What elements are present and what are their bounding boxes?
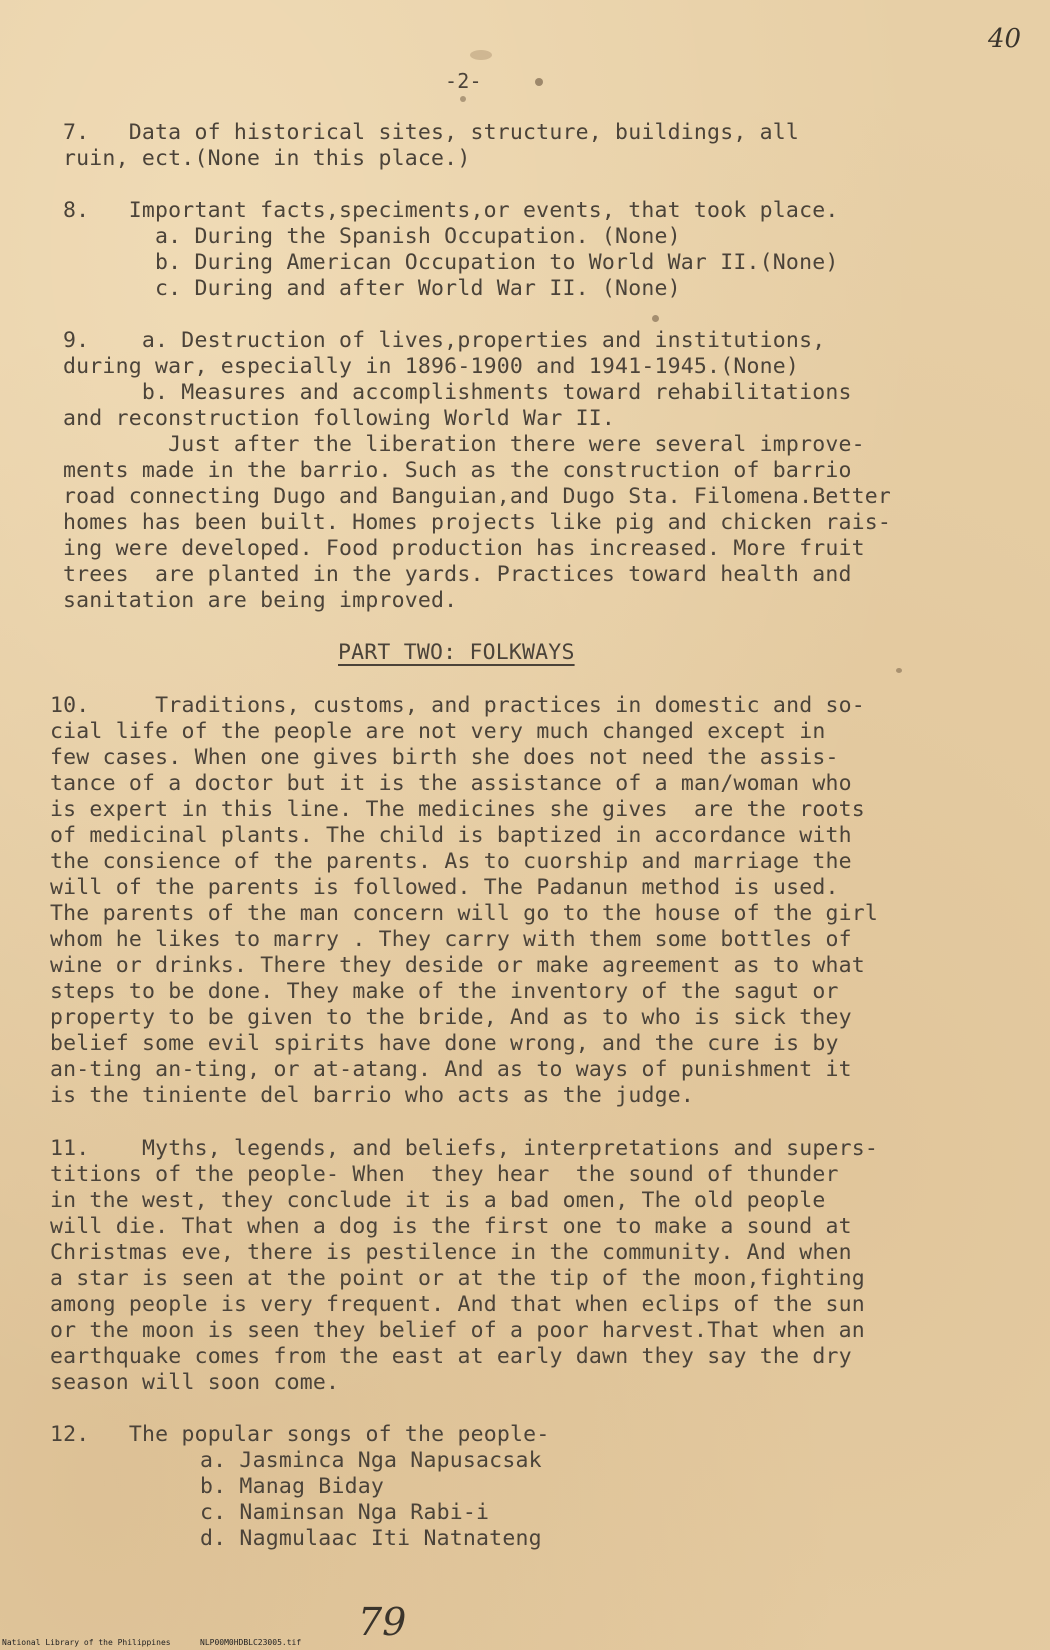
- song-item: c. Naminsan Nga Rabi-i: [200, 1500, 490, 1525]
- item-10-line-2: cial life of the people are not very much changed except in: [50, 719, 826, 744]
- ink-smudge: [535, 78, 543, 86]
- item-9-line-3: b. Measures and accomplishments toward rehabilitations: [63, 380, 852, 405]
- ink-smudge: [652, 315, 659, 322]
- ink-smudge: [470, 50, 492, 60]
- item-11-line-1: 11. Myths, legends, and beliefs, interpretations and supers-: [50, 1136, 879, 1161]
- item-10-line-8: will of the parents is followed. The Padanun method is used.: [50, 875, 839, 900]
- page-marker: -2-: [445, 69, 482, 93]
- item-10-line-11: wine or drinks. There they deside or make agreement as to what: [50, 953, 865, 978]
- corner-mark: 40: [988, 24, 1022, 54]
- item-11-line-6: a star is seen at the point or at the tip of the moon,fighting: [50, 1266, 865, 1291]
- item-10-line-10: whom he likes to marry . They carry with them some bottles of: [50, 927, 852, 952]
- song-item: b. Manag Biday: [200, 1474, 385, 1499]
- handwritten-page-number: 79: [358, 1600, 407, 1644]
- song-item: d. Nagmulaac Iti Natnateng: [200, 1526, 542, 1551]
- item-10-line-6: of medicinal plants. The child is baptized in accordance with: [50, 823, 852, 848]
- item-11-line-5: Christmas eve, there is pestilence in the community. And when: [50, 1240, 852, 1265]
- item-10-line-7: the consience of the parents. As to cuorship and marriage the: [50, 849, 852, 874]
- item-10-line-12: steps to be done. They make of the inventory of the sagut or: [50, 979, 839, 1004]
- item-9-line-4: and reconstruction following World War II.: [63, 406, 616, 431]
- item-9-line-2: during war, especially in 1896-1900 and 1941-1945.(None): [63, 354, 800, 379]
- item-11-line-10: season will soon come.: [50, 1370, 340, 1395]
- item-9-line-7: road connecting Dugo and Banguian,and Dugo Sta. Filomena.Better: [63, 484, 892, 509]
- item-9-line-9: ing were developed. Food production has increased. More fruit: [63, 536, 865, 561]
- item-8-line-1: 8. Important facts,speciments,or events, that took place.: [63, 198, 839, 223]
- item-9-line-10: trees are planted in the yards. Practices toward health and: [63, 562, 852, 587]
- item-9-line-1: 9. a. Destruction of lives,properties and institutions,: [63, 328, 826, 353]
- item-10-line-9: The parents of the man concern will go to the house of the girl: [50, 901, 879, 926]
- item-10-line-14: belief some evil spirits have done wrong, and the cure is by: [50, 1031, 839, 1056]
- item-10-line-5: is expert in this line. The medicines she gives are the roots: [50, 797, 865, 822]
- item-7-line-1: 7. Data of historical sites, structure, buildings, all: [63, 120, 800, 145]
- item-10-line-4: tance of a doctor but it is the assistance of a man/woman who: [50, 771, 852, 796]
- footer-right: NLP00M0HDBLC23005.tif: [200, 1638, 302, 1647]
- item-11-line-7: among people is very frequent. And that when eclips of the sun: [50, 1292, 865, 1317]
- item-11-line-8: or the moon is seen they belief of a poor harvest.That when an: [50, 1318, 865, 1343]
- item-10-line-3: few cases. When one gives birth she does not need the assis-: [50, 745, 839, 770]
- item-10-line-15: an-ting an-ting, or at-atang. And as to ways of punishment it: [50, 1057, 852, 1082]
- item-11-line-2: titions of the people- When they hear the sound of thunder: [50, 1162, 839, 1187]
- part-two-heading: PART TWO: FOLKWAYS: [338, 640, 575, 665]
- item-10-line-1: 10. Traditions, customs, and practices in domestic and so-: [50, 693, 865, 718]
- item-8-line-2: a. During the Spanish Occupation. (None): [63, 224, 681, 249]
- item-8-line-3: b. During American Occupation to World War II.(None): [63, 250, 839, 275]
- item-9-line-5: Just after the liberation there were several improve-: [63, 432, 865, 457]
- item-12-line-1: 12. The popular songs of the people-: [50, 1422, 550, 1447]
- item-11-line-4: will die. That when a dog is the first one to make a sound at: [50, 1214, 852, 1239]
- item-10-line-16: is the tiniente del barrio who acts as the judge.: [50, 1083, 695, 1108]
- item-11-line-9: earthquake comes from the east at early dawn they say the dry: [50, 1344, 852, 1369]
- item-9-line-6: ments made in the barrio. Such as the construction of barrio: [63, 458, 852, 483]
- ink-smudge: [460, 96, 466, 102]
- item-7-line-2: ruin, ect.(None in this place.): [63, 146, 471, 171]
- ink-smudge: [896, 668, 902, 673]
- item-11-line-3: in the west, they conclude it is a bad omen, The old people: [50, 1188, 826, 1213]
- item-9-line-8: homes has been built. Homes projects like pig and chicken rais-: [63, 510, 892, 535]
- footer-left: National Library of the Philippines: [2, 1638, 171, 1647]
- song-item: a. Jasminca Nga Napusacsak: [200, 1448, 542, 1473]
- item-8-line-4: c. During and after World War II. (None): [63, 276, 681, 301]
- item-10-line-13: property to be given to the bride, And as to who is sick they: [50, 1005, 852, 1030]
- item-9-line-11: sanitation are being improved.: [63, 588, 458, 613]
